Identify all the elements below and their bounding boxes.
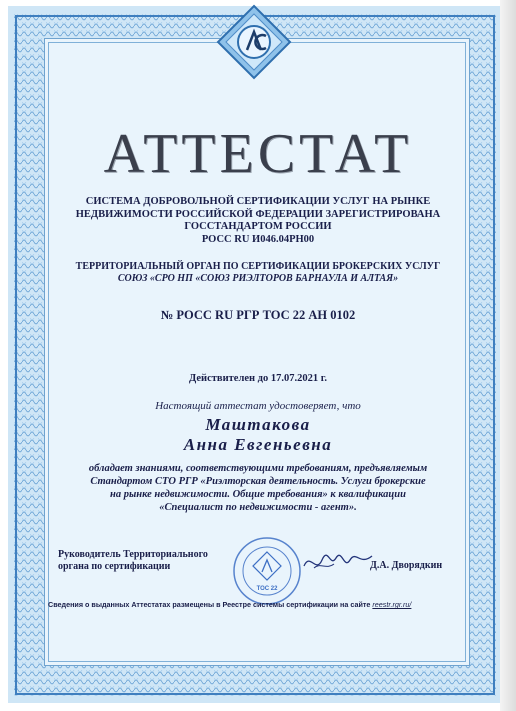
certificate-number: № РОСС RU РГР ТОС 22 АН 0102 <box>160 308 356 322</box>
system-line: ГОССТАНДАРТОМ РОССИИ <box>184 221 332 232</box>
page-edge <box>500 0 516 711</box>
union-line: СОЮЗ «СРО НП «СОЮЗ РИЭЛТОРОВ БАРНАУЛА И АЛТАЯ» <box>117 273 399 284</box>
signature-icon <box>300 548 376 576</box>
territorial-line: ТЕРРИТОРИАЛЬНЫЙ ОРГАН ПО СЕРТИФИКАЦИИ БРОКЕРСКИХ УСЛУГ <box>75 261 441 272</box>
official-stamp-icon <box>232 536 302 606</box>
qualification-line: обладает знаниями, соответствующими требованиям, предъявляемым <box>88 463 428 474</box>
position-line: органа по сертификации <box>58 561 171 572</box>
validity-date: Действителен до 17.07.2021 г. <box>189 373 327 384</box>
holder-given-name: Анна Евгеньевна <box>183 435 333 454</box>
position-line: Руководитель Территориального <box>58 549 208 560</box>
signatory-position <box>58 549 208 573</box>
holder-surname: Маштакова <box>205 415 311 434</box>
footer-text: Сведения о выданных Аттестатах размещены в Реестре системы сертификации на сайте <box>48 600 373 609</box>
holder-name <box>40 415 476 455</box>
qualification-line: на рынке недвижимости. Общие требования» к квалификации <box>110 489 406 500</box>
document-title: АТТЕСТАТ <box>103 123 413 185</box>
registry-link[interactable]: reestr.rgr.ru/ <box>372 600 412 609</box>
system-line: СИСТЕМА ДОБРОВОЛЬНОЙ СЕРТИФИКАЦИИ УСЛУГ НА РЫНКЕ <box>85 196 431 207</box>
certifies-line: Настоящий аттестат удостоверяет, что <box>155 400 361 412</box>
system-description <box>40 196 476 246</box>
signatory-name: Д.А. Дворядкин <box>370 560 443 571</box>
certification-logo-icon <box>214 2 294 82</box>
system-line: РОСС RU И046.04РН00 <box>201 233 315 245</box>
qualification-text <box>40 462 476 514</box>
territorial-body <box>40 261 476 285</box>
registry-footer <box>48 600 478 609</box>
stamp-code: ТОС 22 <box>256 586 278 592</box>
qualification-line: Стандартом СТО РГР «Риэлторская деятельность. Услуги брокерские <box>90 476 426 487</box>
system-line: НЕДВИЖИМОСТИ РОССИЙСКОЙ ФЕДЕРАЦИИ ЗАРЕГИСТРИРОВАНА <box>75 208 441 220</box>
qualification-line: «Специалист по недвижимости - агент». <box>159 502 357 513</box>
